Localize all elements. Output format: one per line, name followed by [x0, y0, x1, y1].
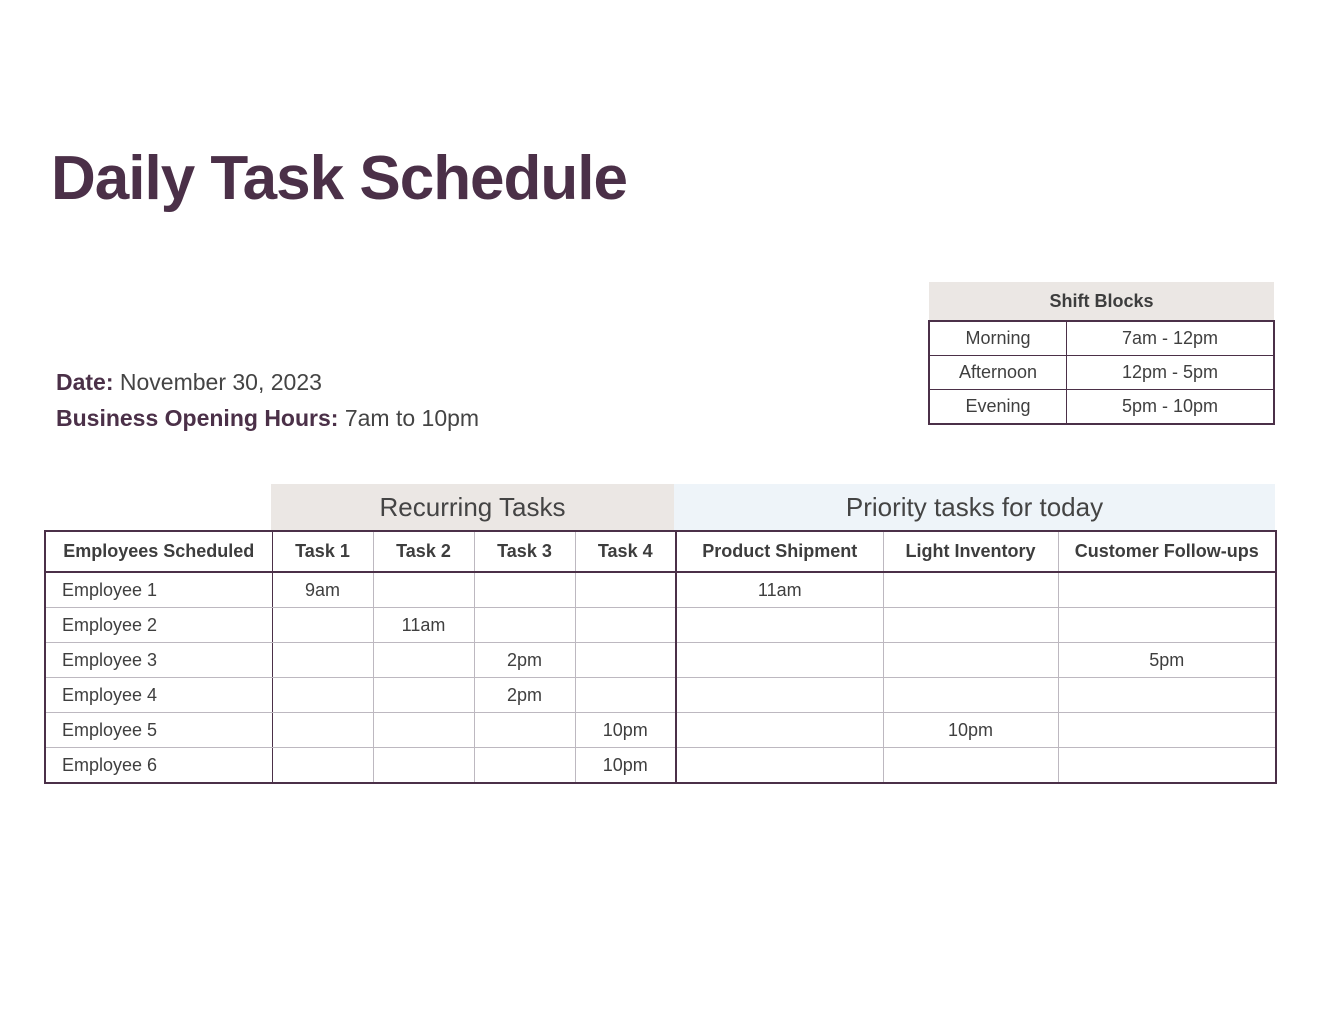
schedule-cell	[883, 608, 1058, 643]
schedule-cell	[676, 643, 883, 678]
hours-line	[56, 405, 479, 432]
schedule-cell	[373, 713, 474, 748]
schedule-cell	[575, 572, 676, 608]
schedule-cell	[676, 713, 883, 748]
shift-name: Morning	[929, 321, 1067, 356]
schedule-cell: 11am	[676, 572, 883, 608]
shift-time: 5pm - 10pm	[1067, 390, 1275, 425]
schedule-cell	[474, 748, 575, 784]
employee-name: Employee 3	[45, 643, 272, 678]
schedule-cell	[575, 608, 676, 643]
shift-row	[929, 321, 1274, 356]
schedule-cell	[272, 678, 373, 713]
schedule-cell	[1058, 572, 1276, 608]
hours-value: 7am to 10pm	[344, 405, 480, 431]
shift-time: 12pm - 5pm	[1067, 356, 1275, 390]
recurring-tasks-header: Recurring Tasks	[271, 484, 674, 530]
column-header: Task 4	[575, 531, 676, 572]
shift-blocks-header: Shift Blocks	[929, 282, 1274, 321]
column-header: Product Shipment	[676, 531, 883, 572]
schedule-cell	[474, 608, 575, 643]
shift-time: 7am - 12pm	[1067, 321, 1275, 356]
table-row	[45, 748, 1276, 784]
schedule-cell	[1058, 713, 1276, 748]
schedule-cell	[575, 678, 676, 713]
schedule-cell	[883, 748, 1058, 784]
schedule-table	[44, 530, 1277, 784]
shift-row	[929, 356, 1274, 390]
schedule-cell	[474, 713, 575, 748]
employee-name: Employee 4	[45, 678, 272, 713]
schedule-cell	[676, 748, 883, 784]
shift-name: Afternoon	[929, 356, 1067, 390]
schedule-cell	[1058, 748, 1276, 784]
shift-name: Evening	[929, 390, 1067, 425]
schedule-cell: 9am	[272, 572, 373, 608]
schedule-cell	[373, 748, 474, 784]
schedule-cell	[1058, 608, 1276, 643]
employee-name: Employee 6	[45, 748, 272, 784]
schedule-cell	[883, 643, 1058, 678]
schedule-cell	[676, 678, 883, 713]
schedule-cell: 11am	[373, 608, 474, 643]
column-header: Task 1	[272, 531, 373, 572]
table-row	[45, 572, 1276, 608]
schedule-cell	[1058, 678, 1276, 713]
employee-name: Employee 1	[45, 572, 272, 608]
employee-name: Employee 5	[45, 713, 272, 748]
schedule-cell	[575, 643, 676, 678]
employee-name: Employee 2	[45, 608, 272, 643]
schedule-cell: 2pm	[474, 678, 575, 713]
schedule-cell	[883, 572, 1058, 608]
column-header: Employees Scheduled	[45, 531, 272, 572]
schedule-cell	[373, 572, 474, 608]
schedule-cell	[373, 643, 474, 678]
schedule-cell: 10pm	[575, 748, 676, 784]
schedule-header-row	[45, 531, 1276, 572]
schedule-cell: 2pm	[474, 643, 575, 678]
table-row	[45, 608, 1276, 643]
table-row	[45, 678, 1276, 713]
schedule-cell	[373, 678, 474, 713]
schedule-cell	[272, 713, 373, 748]
date-label: Date:	[56, 369, 114, 395]
schedule-cell	[272, 748, 373, 784]
table-row	[45, 643, 1276, 678]
table-row	[45, 713, 1276, 748]
column-header: Task 2	[373, 531, 474, 572]
schedule-cell	[272, 643, 373, 678]
date-line	[56, 369, 322, 396]
page-title: Daily Task Schedule	[51, 144, 627, 213]
schedule-cell	[676, 608, 883, 643]
schedule-cell: 10pm	[575, 713, 676, 748]
column-header: Light Inventory	[883, 531, 1058, 572]
schedule-cell	[272, 608, 373, 643]
schedule-cell: 5pm	[1058, 643, 1276, 678]
column-header: Customer Follow-ups	[1058, 531, 1276, 572]
priority-tasks-header: Priority tasks for today	[674, 484, 1275, 530]
column-header: Task 3	[474, 531, 575, 572]
hours-label: Business Opening Hours:	[56, 405, 339, 431]
shift-row	[929, 390, 1274, 425]
date-value: November 30, 2023	[119, 369, 322, 395]
schedule-cell	[883, 678, 1058, 713]
schedule-cell: 10pm	[883, 713, 1058, 748]
shift-blocks-table	[928, 282, 1275, 425]
schedule-cell	[474, 572, 575, 608]
